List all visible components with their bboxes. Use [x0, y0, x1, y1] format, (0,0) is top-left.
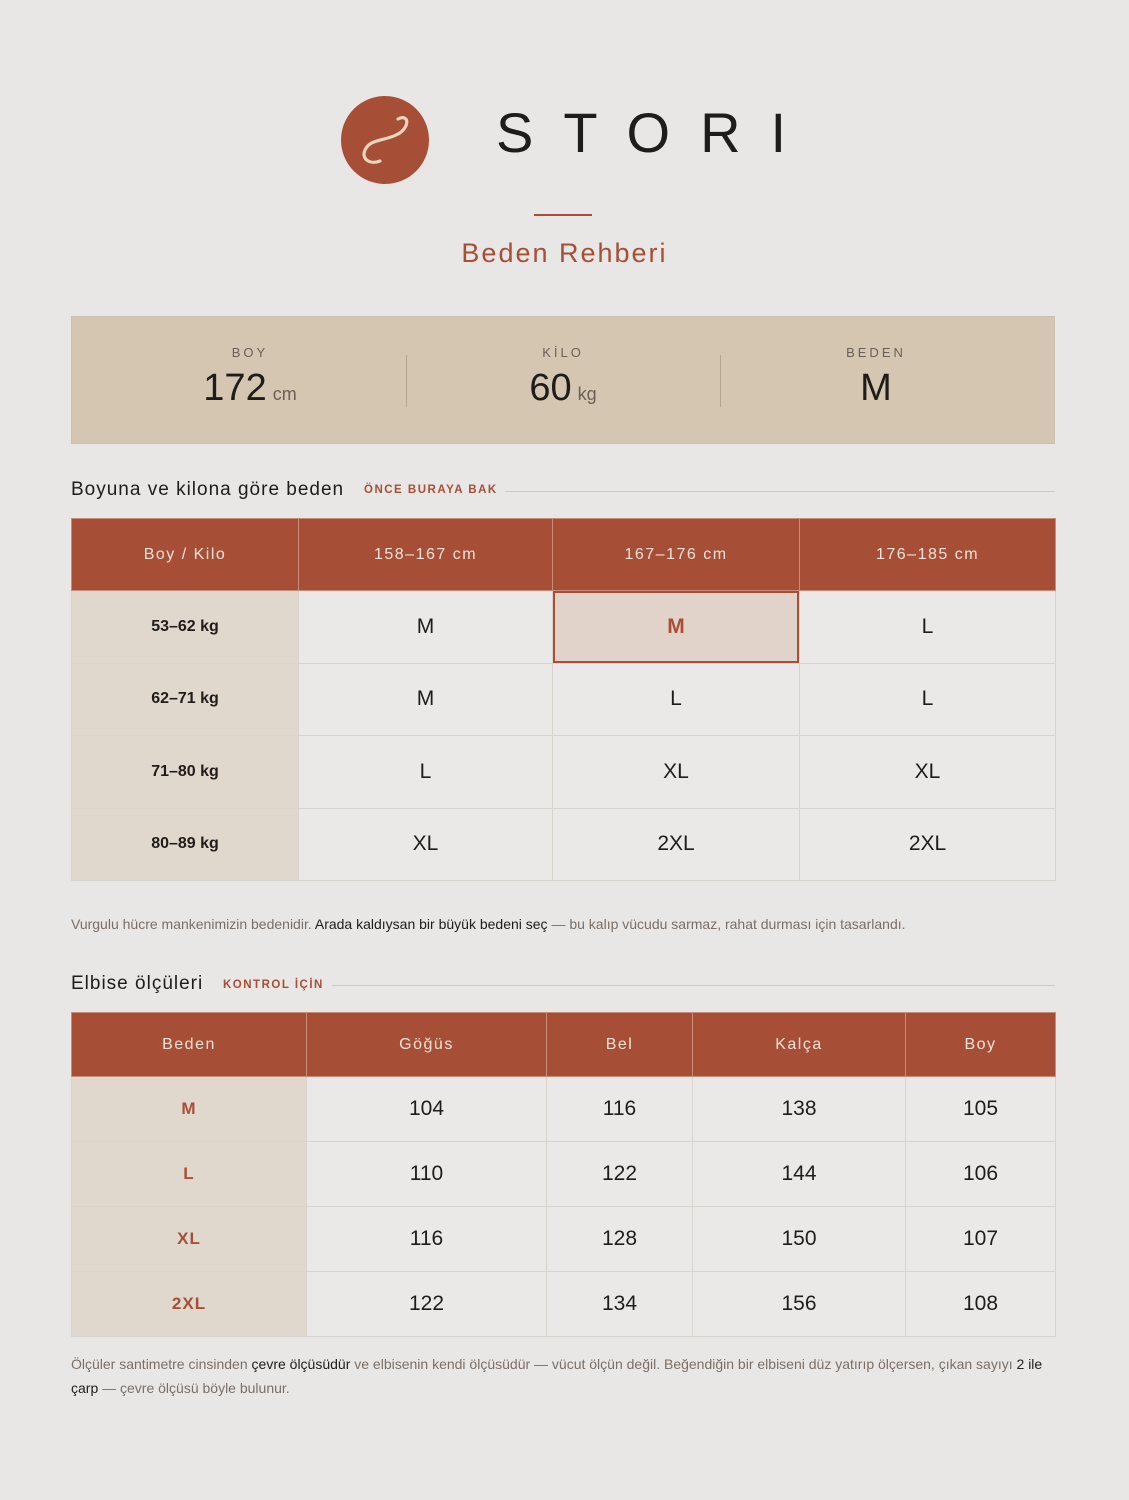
stat-height-unit: cm: [272, 384, 297, 404]
table-header-cell: Kalça: [693, 1013, 906, 1077]
size-cell: L: [800, 591, 1056, 664]
s-curve-logo-icon: [340, 95, 430, 185]
note-text: ve elbisenin kendi ölçüsüdür — vücut ölçün değil. Beğendiğin bir elbiseni düz yatırıp ölçersen, çıkan sayıyı: [350, 1356, 1017, 1372]
table-row: [72, 736, 1056, 809]
note-emphasis: çevre ölçüsüdür: [251, 1356, 351, 1372]
row-label: 80–89 kg: [72, 808, 299, 881]
measurement-cell: 134: [547, 1272, 693, 1337]
stat-weight-label: KİLO: [542, 345, 584, 360]
note-text: Ölçüler santimetre cinsinden: [71, 1356, 252, 1372]
brand-name: STORI: [496, 101, 817, 164]
stat-weight: [403, 345, 723, 416]
size-cell: M: [299, 663, 553, 736]
stat-size-label: BEDEN: [846, 345, 906, 360]
measurements-note: [71, 1352, 1061, 1400]
measurement-cell: 122: [307, 1272, 547, 1337]
measurement-cell: 116: [307, 1207, 547, 1272]
page-title: Beden Rehberi: [461, 238, 668, 268]
row-label: 53–62 kg: [72, 591, 299, 664]
stat-size: [716, 345, 1036, 410]
row-label: 62–71 kg: [72, 663, 299, 736]
table-header-cell: 167–176 cm: [553, 519, 800, 591]
stat-weight-unit: kg: [577, 384, 597, 404]
size-by-body-table: [71, 518, 1056, 881]
table-header-cell: Boy: [906, 1013, 1056, 1077]
measurement-cell: 110: [307, 1142, 547, 1207]
size-cell: L: [800, 663, 1056, 736]
measurement-cell: 108: [906, 1272, 1056, 1337]
measurement-cell: 107: [906, 1207, 1056, 1272]
stat-weight-value: 60: [529, 367, 572, 409]
note-text: — çevre ölçüsü böyle bulunur.: [98, 1380, 290, 1396]
stat-height-value: 172: [203, 367, 267, 409]
size-cell: L: [553, 663, 800, 736]
table-header-cell: Beden: [72, 1013, 307, 1077]
table-row: [72, 591, 1056, 664]
size-label: 2XL: [72, 1272, 307, 1337]
size-label: L: [72, 1142, 307, 1207]
table-header-cell: Bel: [547, 1013, 693, 1077]
table-row: [72, 808, 1056, 881]
table-header-cell: 176–185 cm: [800, 519, 1056, 591]
size-cell-highlighted: M: [553, 591, 800, 664]
measurement-cell: 150: [693, 1207, 906, 1272]
stat-height-label: BOY: [231, 345, 269, 360]
measurement-cell: 106: [906, 1142, 1056, 1207]
table-row: [72, 1207, 1056, 1272]
size-cell: L: [299, 736, 553, 809]
size-cell: XL: [553, 736, 800, 809]
table-row: [72, 1272, 1056, 1337]
size-label: M: [72, 1077, 307, 1142]
measurement-cell: 116: [547, 1077, 693, 1142]
note-text: Vurgulu hücre mankenimizin bedenidir.: [71, 916, 315, 932]
note-emphasis: 2 ile çarp: [71, 1356, 1043, 1396]
size-cell: M: [299, 591, 553, 664]
table-header-cell: Göğüs: [307, 1013, 547, 1077]
table-row: [72, 663, 1056, 736]
note-emphasis: Arada kaldıysan bir büyük bedeni seç: [314, 916, 548, 932]
size-cell: 2XL: [553, 808, 800, 881]
measurement-cell: 105: [906, 1077, 1056, 1142]
row-label: 71–80 kg: [72, 736, 299, 809]
stat-height: [90, 345, 410, 416]
measurement-cell: 104: [307, 1077, 547, 1142]
measurement-cell: 138: [693, 1077, 906, 1142]
model-stats-panel: [71, 316, 1055, 444]
measurement-cell: 144: [693, 1142, 906, 1207]
stat-size-value: M: [860, 367, 892, 409]
section-tag-dress-measurements: KONTROL İÇİN: [223, 979, 324, 991]
table-row: [72, 1077, 1056, 1142]
section-title-size-by-body: Boyuna ve kilona göre beden: [71, 479, 345, 500]
size-label: XL: [72, 1207, 307, 1272]
measurement-cell: 156: [693, 1272, 906, 1337]
dress-measurements-table: [71, 1012, 1056, 1337]
measurement-cell: 122: [547, 1142, 693, 1207]
size-table-note: [71, 912, 1061, 936]
section-tag-size-by-body: ÖNCE BURAYA BAK: [364, 484, 498, 496]
note-text: — bu kalıp vücudu sarmaz, rahat durması için tasarlandı.: [547, 916, 906, 932]
size-cell: XL: [299, 808, 553, 881]
table-header-cell: Boy / Kilo: [72, 519, 299, 591]
measurement-cell: 128: [547, 1207, 693, 1272]
table-header-cell: 158–167 cm: [299, 519, 553, 591]
section-title-dress-measurements: Elbise ölçüleri: [71, 973, 204, 994]
size-cell: 2XL: [800, 808, 1056, 881]
section-divider: [332, 985, 1055, 986]
title-rule: [534, 214, 592, 216]
section-divider: [505, 491, 1055, 492]
table-row: [72, 1142, 1056, 1207]
size-cell: XL: [800, 736, 1056, 809]
